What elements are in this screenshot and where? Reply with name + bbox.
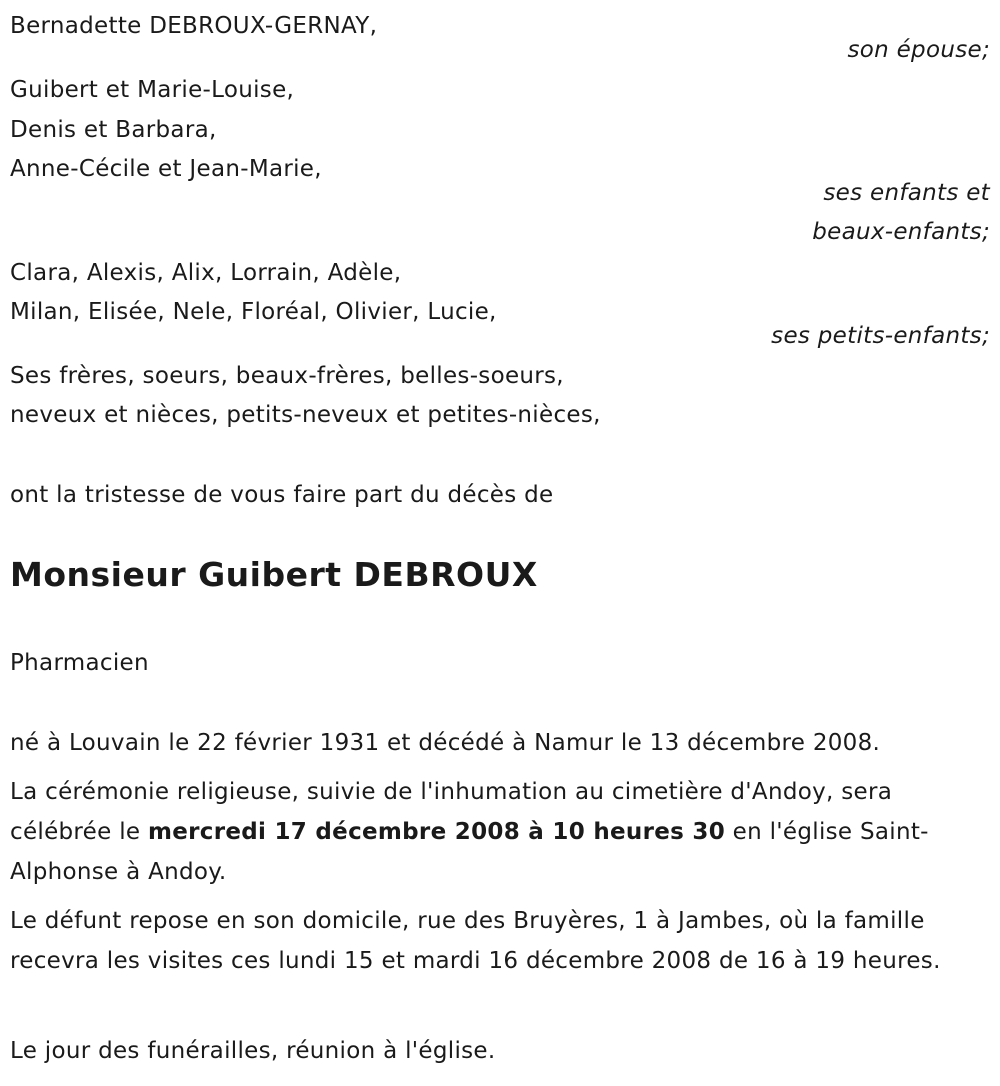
grandchildren-line-1: Clara, Alexis, Alix, Lorrain, Adèle, <box>10 260 402 286</box>
ceremony-text-before: La cérémonie religieuse, suivie de l'inhumation au cimetière d'Andoy, sera célébrée le <box>10 779 893 845</box>
visitation-paragraph: Le défunt repose en son domicile, rue des Bruyères, 1 à Jambes, où la famille recevra les visites ces lundi 15 et mardi 16 décembre 2008 de 16 à 19 heures. <box>10 908 941 974</box>
children-line-2: Denis et Barbara, <box>10 117 217 143</box>
ceremony-text-after: en l'église Saint-Alphonse à Andoy. <box>10 819 929 885</box>
ceremony-paragraph <box>10 772 995 892</box>
grandchildren-role: ses petits-enfants; <box>771 323 990 349</box>
birth-death-text: né à Louvain le 22 février 1931 et décédé à Namur le 13 décembre 2008. <box>10 730 881 756</box>
announcement-text: ont la tristesse de vous faire part du décès de <box>10 482 554 508</box>
grandchildren-line-2: Milan, Elisée, Nele, Floréal, Olivier, Lucie, <box>10 299 497 325</box>
children-line-1: Guibert et Marie-Louise, <box>10 77 295 103</box>
funeral-day-text: Le jour des funérailles, réunion à l'église. <box>10 1038 496 1064</box>
children-line-3: Anne-Cécile et Jean-Marie, <box>10 156 322 182</box>
relatives-line-2: neveux et nièces, petits-neveux et petites-nièces, <box>10 402 601 428</box>
deceased-name: Monsieur Guibert DEBROUX <box>10 555 538 594</box>
children-role-line-2: beaux-enfants; <box>812 219 990 245</box>
ceremony-date-time: mercredi 17 décembre 2008 à 10 heures 30 <box>147 819 726 845</box>
deceased-profession: Pharmacien <box>10 650 149 676</box>
spouse-role: son épouse; <box>847 37 990 63</box>
spouse-name: Bernadette DEBROUX-GERNAY, <box>10 13 378 39</box>
relatives-line-1: Ses frères, soeurs, beaux-frères, belles-soeurs, <box>10 363 564 389</box>
children-role-line-1: ses enfants et <box>823 180 990 206</box>
